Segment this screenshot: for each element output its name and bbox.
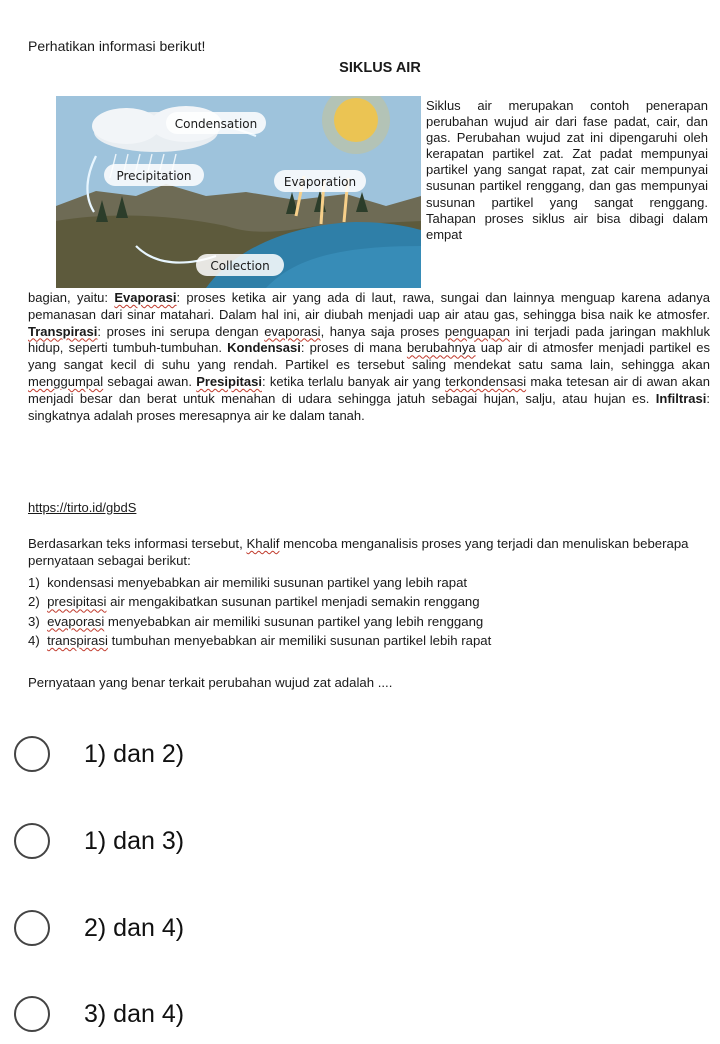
source-link[interactable]: https://tirto.id/gbdS	[28, 500, 137, 515]
analysis-part: mencoba menganalisis proses yang terjadi dan menuliskan beberapa pernyataan sebagai berikut:	[28, 536, 689, 568]
passage-title: SIKLUS AIR	[339, 60, 421, 76]
passage-text: : proses di mana	[300, 340, 407, 356]
word-menggumpal: menggumpal	[28, 373, 104, 389]
passage-intro: Siklus air merupakan contoh penerapan perubahan wujud air dari fase padat, cair, dan gas. Perubahan wujud zat ini dipengaruhi oleh kerapatan partikel zat. Zat padat mempunyai partikel yang sangat rapat, zat cair mempunyai susunan partikel renggang, dan gas mempunyai susunan partikel yang sangat renggang. Tahapan proses siklus air bisa dibagi dalam empat	[426, 98, 708, 242]
passage-body	[28, 290, 710, 424]
student-name: Khalif	[246, 536, 280, 551]
word-terkondensasi: terkondensasi	[445, 373, 527, 389]
passage-text: , hanya saja proses	[320, 323, 445, 339]
statement-keyword: presipitasi	[47, 594, 107, 610]
statement-item	[28, 631, 710, 650]
passage-text: bagian, yaitu:	[28, 290, 115, 305]
statement-text: air mengakibatkan susunan partikel menjadi semakin renggang	[106, 594, 480, 610]
answer-option-1[interactable]	[14, 730, 414, 778]
answer-option-2[interactable]	[14, 817, 414, 865]
statement-text: menyebabkan air memiliki susunan partikel yang lebih renggang	[104, 613, 484, 629]
statement-number: 2)	[28, 594, 40, 610]
statement-text: tumbuhan menyebabkan air memiliki susunan partikel lebih rapat	[107, 632, 492, 648]
instruction-text: Perhatikan informasi berikut!	[28, 38, 206, 54]
option-label: 1) dan 2)	[84, 739, 185, 768]
statement-number: 1)	[28, 575, 40, 590]
condensation-label: Condensation	[174, 117, 258, 131]
term-infiltrasi: Infiltrasi	[655, 390, 707, 406]
term-transpirasi: Transpirasi	[28, 323, 98, 339]
passage-text: : singkatnya adalah proses meresapnya air ke dalam tanah.	[28, 390, 710, 423]
precipitation-label: Precipitation	[116, 169, 192, 183]
option-label: 1) dan 3)	[84, 826, 185, 855]
passage-text: : ketika terlalu banyak air yang	[261, 373, 446, 389]
option-label: 2) dan 4)	[84, 913, 185, 942]
passage-text: ini terjadi pada jaringan makhluk hidup, seperti tumbuh-tumbuhan.	[28, 323, 710, 356]
radio-button[interactable]	[14, 996, 50, 1032]
statement-number: 4)	[28, 632, 40, 648]
statement-number: 3)	[28, 613, 40, 629]
analysis-text	[28, 536, 710, 569]
radio-button[interactable]	[14, 910, 50, 946]
passage-text: : proses ini serupa dengan	[97, 323, 265, 339]
radio-button[interactable]	[14, 736, 50, 772]
passage-text: maka tetesan air di awan akan menjadi besar dan berat untuk menahan di udara sehingga jatuh sebagai hujan, salju, atau hujan es.	[28, 373, 710, 406]
passage-text: uap air di atmosfer menjadi partikel es yang sangat kecil di suhu yang rendah. Partikel es tersebut saling mendekat satu sama lain, sehingga akan	[28, 340, 710, 373]
term-evaporasi: Evaporasi	[114, 290, 177, 305]
term-presipitasi: Presipitasi	[196, 373, 262, 389]
question-text: Pernyataan yang benar terkait perubahan wujud zat adalah ....	[28, 675, 393, 690]
statement-keyword: evaporasi	[47, 613, 105, 629]
evaporation-label: Evaporation	[283, 175, 357, 189]
term-kondensasi: Kondensasi	[227, 340, 301, 356]
option-label: 3) dan 4)	[84, 999, 185, 1028]
statement-item	[28, 592, 710, 611]
word-evaporasi: evaporasi	[264, 323, 321, 339]
answer-option-3[interactable]	[14, 904, 414, 952]
analysis-part: Berdasarkan teks informasi tersebut,	[28, 536, 247, 551]
word-penguapan: penguapan	[444, 323, 510, 339]
statement-item	[28, 612, 710, 631]
collection-label: Collection	[210, 259, 270, 273]
passage-text: : proses ketika air yang ada di laut, rawa, sungai dan lainnya menguap karena adanya pemanasan dari sinar matahari. Dalam hal ini, air diubah menjadi uap air atau gas, sehingga bisa naik ke atmosfer.	[28, 290, 710, 322]
statement-list	[28, 573, 710, 650]
statement-text: kondensasi menyebabkan air memiliki susunan partikel yang lebih rapat	[47, 575, 468, 590]
statement-keyword: transpirasi	[47, 632, 108, 648]
word-berubahnya: berubahnya	[406, 340, 476, 356]
water-cycle-figure	[56, 96, 421, 288]
statement-item	[28, 573, 710, 592]
passage-text: sebagai awan.	[103, 373, 197, 389]
radio-button[interactable]	[14, 823, 50, 859]
answer-option-4[interactable]	[14, 990, 414, 1038]
